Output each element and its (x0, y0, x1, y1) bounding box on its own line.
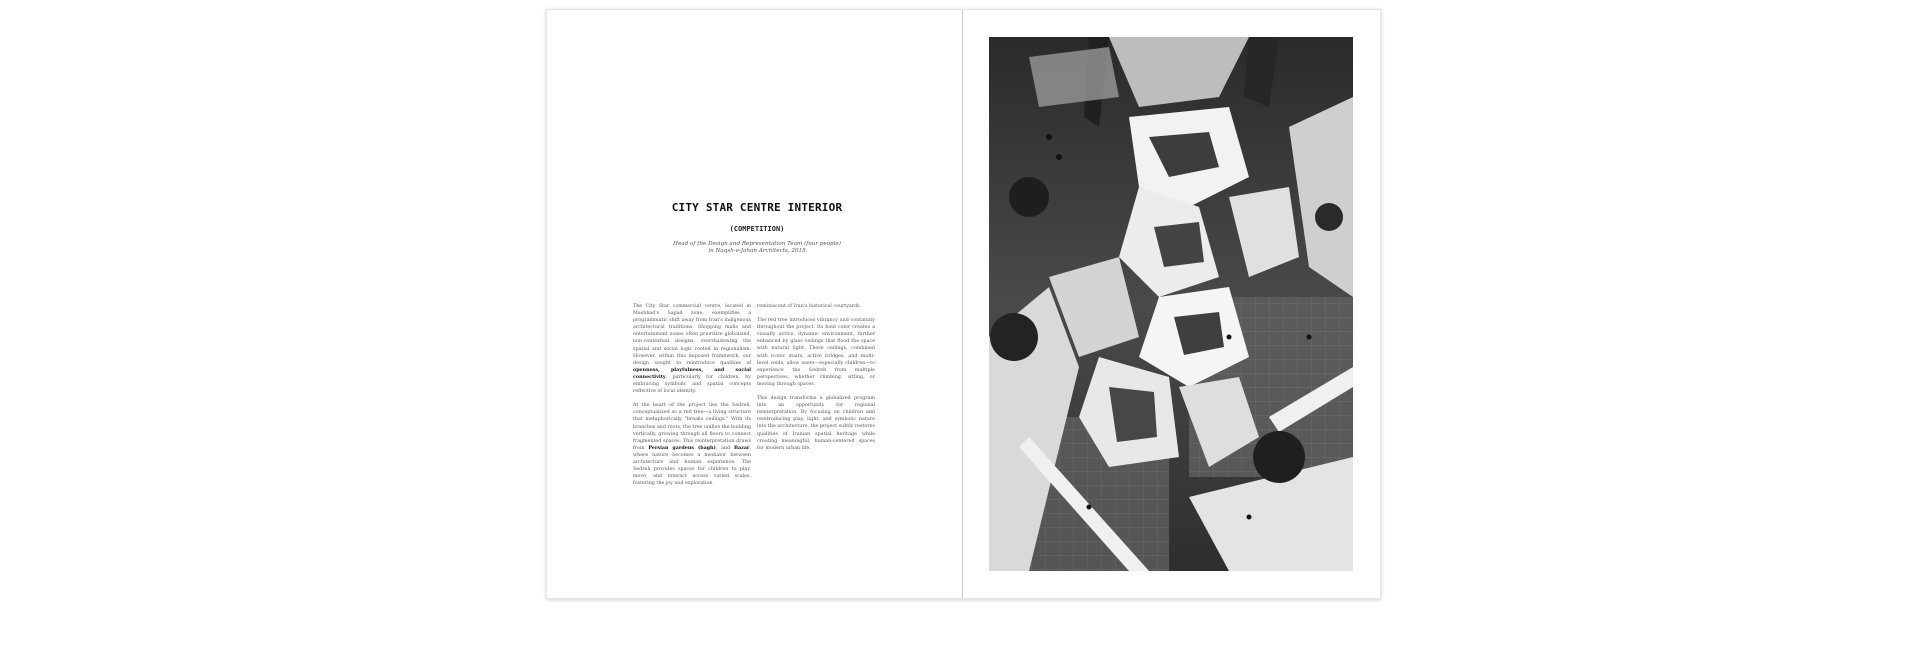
credit-text (607, 241, 907, 256)
paragraph (633, 402, 751, 487)
right-page (963, 10, 1380, 598)
credit-line-2: in Naqsh-e-Jahan Architects, 2015 (708, 248, 806, 255)
text-run: , and (715, 445, 734, 451)
credit-line-1: Head of the Design and Representation Team (four people) (673, 241, 841, 247)
left-page (547, 10, 962, 598)
page-title: CITY STAR CENTRE INTERIOR (671, 201, 843, 214)
text-run: , particularly for children, by embracing symbolic and spatial concepts reflective of local identity. (633, 374, 751, 395)
text-run: At the heart of the project lies the Sedreh, conceptualized as a red tree—a living structure that metaphorically "breaks ceilings." With its branches and roots, the tree unifies the building vertically, growing through all floors to connect fragmented spaces. This reinterpretation draws from (633, 403, 751, 451)
paragraph: The red tree introduces vibrancy and continuity throughout the project. Its bold color creates a visually active, dynamic environment, further enhanced by glass ceilings that flood the space with natural light. These ceilings, combined with iconic stairs, active bridges, and multi-level voids, allow users—especially children—to experience the Sedreh from multiple perspectives, whether climbing, sitting, or moving through spaces. (757, 318, 875, 387)
page-subtitle: (COMPETITION) (729, 225, 785, 233)
text-column-1 (633, 303, 751, 494)
bold-text: Bazar (733, 444, 750, 451)
atrium-render-photo (989, 37, 1353, 571)
text-run: , where nature becomes a mediator between architecture and human experience. The Sedreh provides spaces for children to play, move, and interact across varied scales, fostering the joy and exploration (633, 445, 751, 487)
bold-text: Persian gardens (bagh) (648, 444, 716, 451)
bold-text: openness, playfulness, and social connectivity (633, 366, 751, 380)
text-column-2 (757, 303, 875, 459)
paragraph: This design transforms a globalized program into an opportunity for regional reinterpretation. By focusing on children and reintroducing play, light, and symbolic nature into the architecture, the project subtly restores qualities of Iranian spatial heritage while creating meaningful, human-centered spaces for modern urban life. (757, 396, 875, 451)
paragraph: reminiscent of Iran's historical courtyards. (757, 304, 862, 309)
book-spread (546, 9, 1381, 599)
paragraph (633, 303, 751, 395)
text-run: The City Star commercial centre, located in Mashhad's Sajjad zone, exemplifies a programmatic shift away from Iran's indigenous architectural traditions. Shopping malls and entertainment zones often prioritize globalized, non-contextual designs, overshadowing the spatial and social logic rooted in regionalism. However, within this imposed framework, our design sought to reintroduce qualities of (633, 304, 751, 366)
